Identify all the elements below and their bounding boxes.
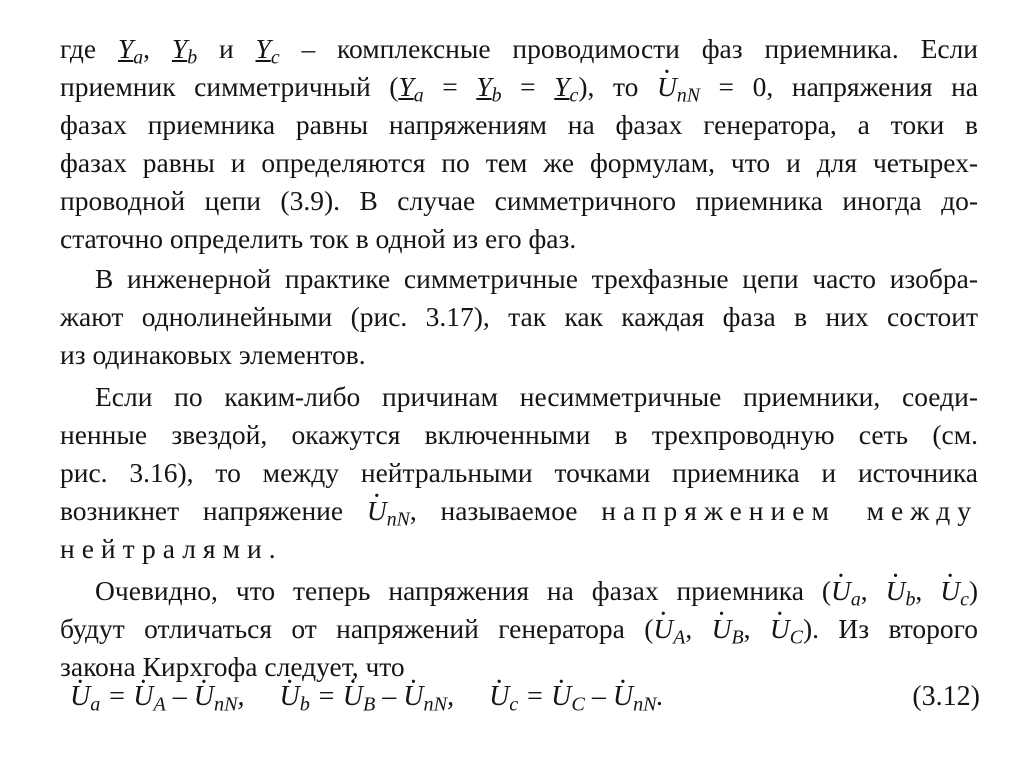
equation-part-c: · $U_c$ = · $U_C$ – · $U_{nN}$. xyxy=(489,681,664,712)
equation-number: (3.12) xyxy=(912,681,980,712)
emphasized-term: напряжением между xyxy=(601,495,978,526)
paragraph-4-line-3: закона Кирхгофа следует, что xyxy=(60,651,405,682)
paragraph-3-line-1: Если по каким-либо причинам несимметричные приемники, соеди- xyxy=(95,381,978,412)
paragraph-3-line-3: рис. 3.16), то между нейтральными точками приемника и источника xyxy=(60,457,978,488)
paragraph-3-line-2: ненные звездой, окажутся включенными в трехпроводную сеть (см. xyxy=(60,419,978,450)
equation-part-a: · $U_a$ = · $U_A$ – · $U_{nN}$, xyxy=(70,681,245,712)
equation-part-b: · $U_b$ = · $U_B$ – · $U_{nN}$, xyxy=(280,681,455,712)
symbol-Yc: $Y_c$ xyxy=(255,33,280,69)
paragraph-1-line-5: проводной цепи (3.9). В случае симметричного приемника иногда до- xyxy=(60,185,978,216)
paragraph-1-line-6: статочно определить ток в одной из его фаз. xyxy=(60,223,577,254)
paragraph-2-line-3: из одинаковых элементов. xyxy=(60,339,366,370)
paragraph-3-line-4: возникнет напряжение · $U_{nN}$, называемое напряжением между xyxy=(60,494,978,528)
paragraph-1-line-4: фазах равны и определяются по тем же формулам, что и для четырех- xyxy=(60,147,978,178)
paragraph-4-line-2: будут отличаться от напряжений генератора (· $U_A$, · $U_B$, · $U_C$). Из второго xyxy=(60,612,978,646)
emphasized-term: нейтралями xyxy=(60,533,269,564)
symbol-Ya: $Y_a$ xyxy=(117,33,144,69)
paragraph-3-line-5: нейтралями. xyxy=(60,533,276,564)
paragraph-4-line-1: Очевидно, что теперь напряжения на фазах приемника (· $U_a$, · $U_b$, · $U_c$) xyxy=(95,574,978,608)
paragraph-2-line-1: В инженерной практике симметричные трехфазные цепи часто изобра- xyxy=(95,263,978,294)
paragraph-2-line-2: жают однолинейными (рис. 3.17), так как каждая фаза в них состоит xyxy=(60,301,978,332)
paragraph-1-line-2: приемник симметричный $(Y_a = Y_b = Y_c)$, то · $U_{nN} = 0$, напряжения на xyxy=(60,70,978,104)
symbol-Yb: $Y_b$ xyxy=(171,33,198,69)
paragraph-1-line-1: где $Y_a$, $Y_b$ и $Y_c$ – комплексные проводимости фаз приемника. Если xyxy=(60,33,979,69)
equation-3-12 xyxy=(70,678,980,716)
symbol-UnN: · $U_{nN}$ xyxy=(657,71,700,102)
paragraph-1-line-3: фазах приемника равны напряжениям на фазах генератора, а токи в xyxy=(60,109,978,140)
